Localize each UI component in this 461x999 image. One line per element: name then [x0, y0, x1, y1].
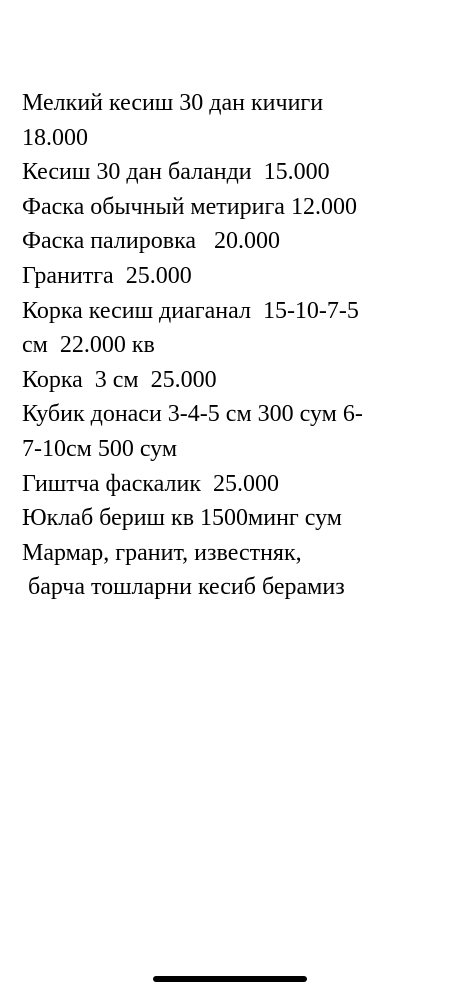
- note-line: Мармар, гранит, известняк,: [22, 539, 302, 566]
- note-line: Гранитга 25.000: [22, 262, 192, 289]
- note-line: Кесиш 30 дан баланди 15.000: [22, 159, 330, 186]
- note-line: см 22.000 кв: [22, 332, 155, 359]
- home-indicator-bar[interactable]: [153, 976, 307, 982]
- note-line: 18.000: [22, 124, 88, 151]
- note-line: Гиштча фаскалик 25.000: [22, 470, 279, 497]
- note-line: Фаска палировка 20.000: [22, 228, 281, 255]
- note-line: Юклаб бериш кв 1500минг сум: [22, 505, 342, 532]
- note-line: Мелкий кесиш 30 дан кичиги: [22, 90, 324, 116]
- note-text-body[interactable]: [22, 86, 452, 605]
- note-line: 7-10см 500 сум: [22, 435, 178, 462]
- note-line: Корка кесиш диаганал 15-10-7-5: [22, 297, 359, 324]
- note-line: Фаска обычный метирига 12.000: [22, 193, 357, 220]
- note-line: барча тошларни кесиб берамиз: [22, 574, 345, 601]
- note-line: Корка 3 см 25.000: [22, 366, 217, 393]
- note-line: Кубик донаси 3-4-5 см 300 сум 6-: [22, 401, 363, 428]
